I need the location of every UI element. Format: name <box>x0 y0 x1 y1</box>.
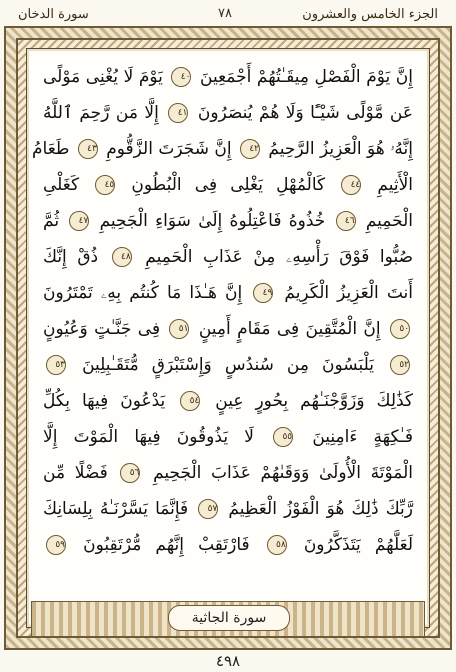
ayah-number-marker: ٤٦ <box>336 211 356 231</box>
text-line <box>43 203 413 239</box>
surah-name-header: سورة الدخان <box>18 7 89 22</box>
ayah-number-marker: ٤٢ <box>240 139 260 159</box>
juz-name-header: الجزء الخامس والعشرون <box>302 7 438 22</box>
ayah-number-marker: ٥٠ <box>390 319 410 339</box>
verse-text: لَا يَذُوقُونَ فِيهَا الْمَوْتَ إِلَّا <box>43 427 254 447</box>
ayah-number-marker: ٥٥ <box>273 427 293 447</box>
text-line <box>43 275 413 311</box>
verse-text: فَضْلًا مِّن <box>43 463 108 483</box>
verse-text: الْمَوْتَةَ الْأُولَىٰ وَوَقَىٰهُمْ عَذَابَ الْجَحِيمِ <box>153 463 413 483</box>
verse-text: كَذَٰلِكَ وَزَوَّجْنَـٰهُم بِحُورٍ عِينٍ <box>215 391 414 411</box>
verse-text: إِنَّ يَوْمَ الْفَصْلِ مِيقَـٰتُهُمْ أَجْمَعِينَ <box>200 67 414 87</box>
verse-text: يَوْمَ لَا يُغْنِى مَوْلًى <box>43 67 163 87</box>
verse-text: إِنَّ شَجَرَتَ الزَّقُّومِ <box>106 139 232 159</box>
hizb-marker: ٧٨ <box>218 6 232 21</box>
verse-text: يَلْبَسُونَ مِن سُندُسٍ وَإِسْتَبْرَقٍ مُّتَقَـٰبِلِينَ <box>82 355 374 375</box>
verse-text: كَغَلْىِ <box>43 175 80 195</box>
verse-text: إِنَّ هَـٰذَا مَا كُنتُم بِهِۦ تَمْتَرُونَ <box>43 283 243 303</box>
ayah-number-marker: ٤٠ <box>171 67 191 87</box>
quran-text <box>31 59 414 599</box>
ayah-number-marker: ٥١ <box>169 319 189 339</box>
verse-text: فَارْتَقِبْ إِنَّهُم مُّرْتَقِبُونَ <box>83 535 250 555</box>
verse-text: رَّبِّكَ ذَٰلِكَ هُوَ الْفَوْزُ الْعَظِيمُ <box>228 499 413 519</box>
next-surah-title: سورة الجاثية <box>168 605 290 631</box>
page-header <box>0 3 456 25</box>
frame-border <box>16 38 440 638</box>
verse-text: الْأَثِيمِ <box>377 175 414 195</box>
verse-text: إِلَّا مَن رَّحِمَ ٱللَّهُ <box>43 103 159 123</box>
verse-text: أَنتَ الْعَزِيزُ الْكَرِيمُ <box>284 283 413 303</box>
ayah-number-marker: ٤٩ <box>253 283 273 303</box>
verse-text: إِنَّهُۥ هُوَ الْعَزِيزُ الرَّحِيمُ <box>268 139 413 159</box>
verse-text: يَدْعُونَ فِيهَا بِكُلِّ <box>43 391 166 411</box>
ayah-number-marker: ٥٧ <box>198 499 218 519</box>
text-line <box>43 491 413 527</box>
ayah-number-marker: ٤٣ <box>78 139 98 159</box>
text-panel <box>26 48 430 628</box>
text-line <box>43 419 413 455</box>
ornamental-frame <box>4 26 452 650</box>
ayah-number-marker: ٥٢ <box>390 355 410 375</box>
verse-text: فِى جَنَّـٰتٍ وَعُيُونٍ <box>43 319 161 339</box>
verse-text: خُذُوهُ فَاعْتِلُوهُ إِلَىٰ سَوَاءِ الْجَحِيمِ <box>99 211 326 231</box>
text-line <box>43 59 413 95</box>
text-line <box>43 527 413 563</box>
verse-text: ذُقْ إِنَّكَ <box>43 247 99 267</box>
text-line <box>31 131 413 167</box>
verse-text: عَن مَّوْلًى شَيْـًٔا وَلَا هُمْ يُنصَرُونَ <box>197 103 414 123</box>
verse-text: فَـٰكِهَةٍ ءَامِنِينَ <box>312 427 414 447</box>
verse-text: طَعَامُ <box>31 139 70 159</box>
verse-text: الْحَمِيمِ <box>365 211 413 231</box>
verse-text: لَعَلَّهُمْ يَتَذَكَّرُونَ <box>303 535 414 555</box>
verse-text: فَإِنَّمَا يَسَّرْنَـٰهُ بِلِسَانِكَ <box>43 499 189 519</box>
ayah-number-marker: ٥٤ <box>180 391 200 411</box>
ayah-number-marker: ٥٩ <box>46 535 66 555</box>
verse-text: صُبُّوا فَوْقَ رَأْسِهِۦ مِنْ عَذَابِ الْحَمِيمِ <box>145 247 414 267</box>
text-line <box>43 455 413 491</box>
ayah-number-marker: ٤١ <box>168 103 188 123</box>
text-line <box>43 95 413 131</box>
verse-text: إِنَّ الْمُتَّقِينَ فِى مَقَامٍ أَمِينٍ <box>198 319 381 339</box>
page-number: ٤٩٨ <box>215 652 241 670</box>
ayah-number-marker: ٥٦ <box>120 463 140 483</box>
verse-text: ثُمَّ <box>43 211 60 231</box>
ayah-number-marker: ٤٧ <box>69 211 89 231</box>
text-line <box>43 311 413 347</box>
surah-banner <box>31 601 425 637</box>
ayah-number-marker: ٥٣ <box>46 355 66 375</box>
text-line <box>43 383 413 419</box>
verse-text: كَالْمُهْلِ يَغْلِى فِى الْبُطُونِ <box>131 175 326 195</box>
text-line <box>43 239 413 275</box>
ayah-number-marker: ٤٤ <box>341 175 361 195</box>
ayah-number-marker: ٤٨ <box>112 247 132 267</box>
ayah-number-marker: ٤٥ <box>95 175 115 195</box>
text-line <box>43 167 413 203</box>
ayah-number-marker: ٥٨ <box>267 535 287 555</box>
text-line <box>43 347 413 383</box>
